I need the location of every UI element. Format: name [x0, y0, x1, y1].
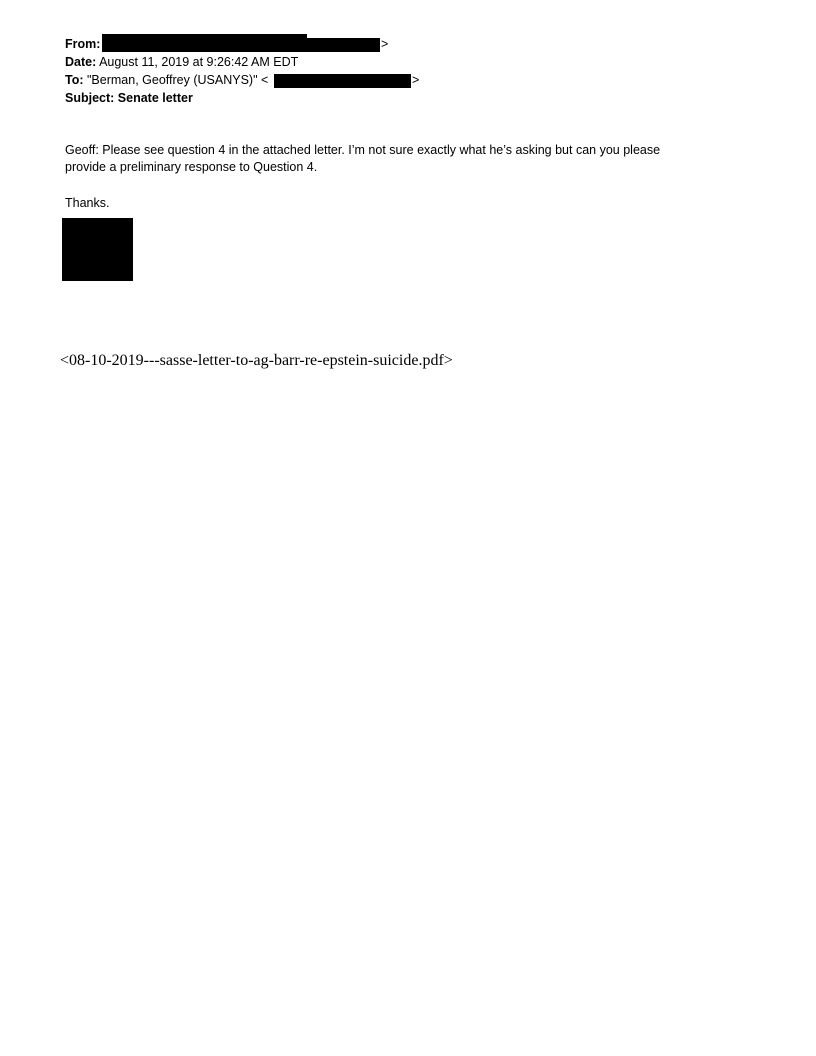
- to-label: To:: [65, 73, 84, 87]
- subject-value: Senate letter: [117, 91, 193, 105]
- subject-label: Subject:: [65, 91, 115, 105]
- date-line: [65, 54, 298, 70]
- to-suffix: >: [412, 73, 420, 87]
- to-line: [65, 72, 268, 88]
- body-closing: Thanks.: [65, 196, 110, 210]
- body-line-2: provide a preliminary response to Question 4.: [65, 160, 318, 174]
- date-label: Date:: [65, 55, 97, 69]
- signature-redaction: [62, 218, 133, 281]
- attachment-filename[interactable]: <08-10-2019---sasse-letter-to-ag-barr-re-epstein-suicide.pdf>: [60, 352, 453, 369]
- from-name-redaction: [102, 34, 307, 52]
- from-label: From:: [65, 37, 101, 51]
- from-line: [65, 36, 100, 52]
- from-email-redaction: [307, 38, 380, 52]
- date-value: August 11, 2019 at 9:26:42 AM EDT: [99, 55, 299, 69]
- to-value: "Berman, Geoffrey (USANYS)" <: [87, 73, 269, 87]
- body-line-1: Geoff: Please see question 4 in the attached letter. I’m not sure exactly what he’s asking but can you please: [65, 143, 661, 157]
- from-suffix: >: [381, 37, 389, 51]
- to-email-redaction: [274, 74, 411, 88]
- subject-line: [65, 90, 193, 106]
